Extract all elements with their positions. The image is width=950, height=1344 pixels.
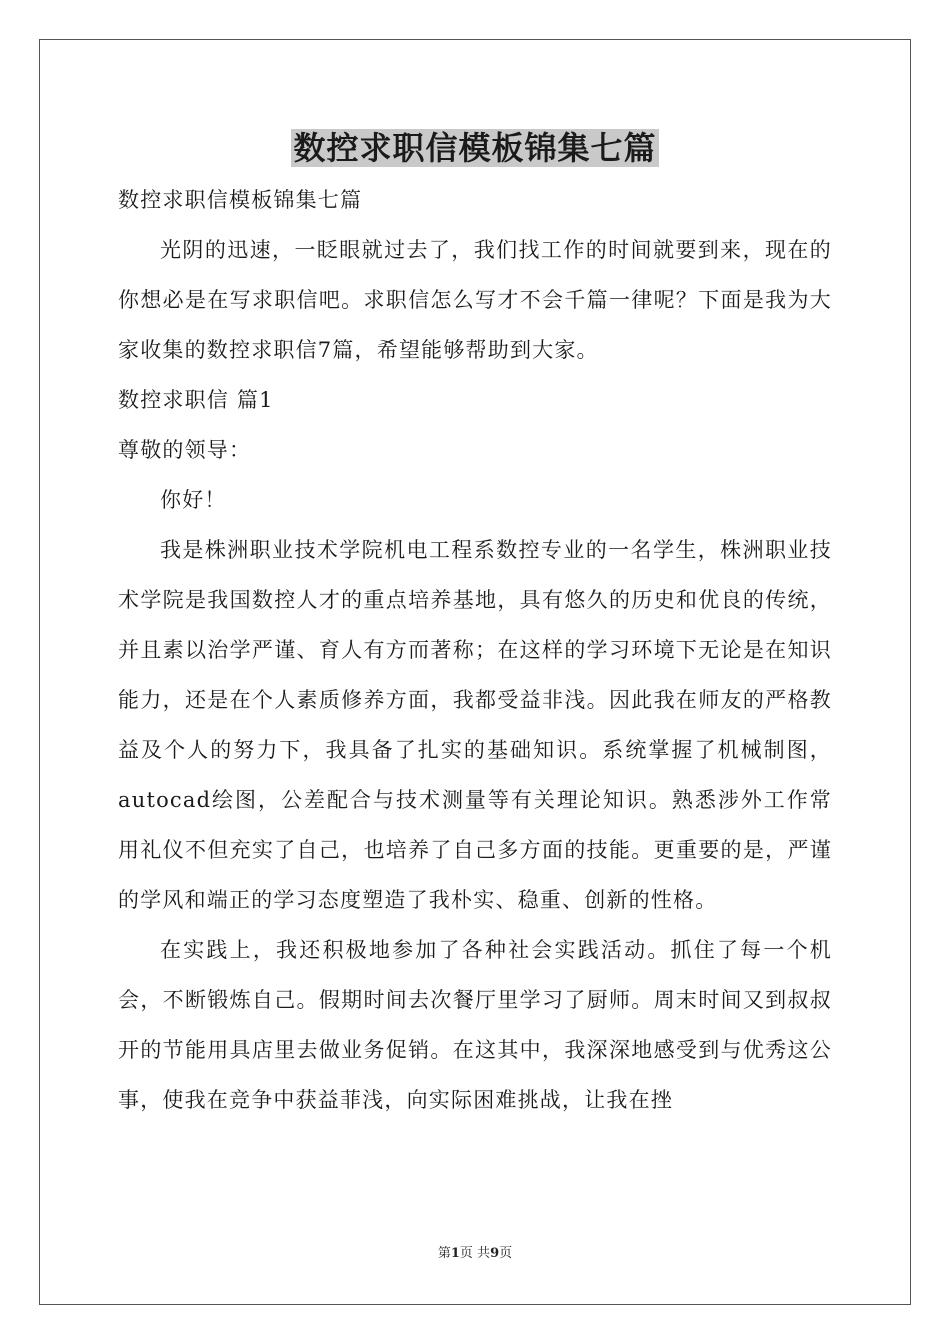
page-suffix: 页 <box>499 1246 513 1261</box>
page-mid-text: 页 共 <box>459 1246 491 1261</box>
page-footer <box>0 1245 950 1263</box>
document-body <box>118 175 832 1125</box>
paragraph: 光阴的迅速，一眨眼就过去了，我们找工作的时间就要到来，现在的你想必是在写求职信吧。求职信怎么写才不会千篇一律呢？下面是我为大家收集的数控求职信7篇，希望能够帮助到大家。 <box>118 238 832 362</box>
paragraph: 尊敬的领导： <box>118 438 252 462</box>
document-title <box>0 126 950 170</box>
current-page-number: 1 <box>450 1246 460 1261</box>
paragraph: 我是株洲职业技术学院机电工程系数控专业的一名学生，株洲职业技术学院是我国数控人才的重点培养基地，具有悠久的历史和优良的传统，并且素以治学严谨、育人有方而著称；在这样的学习环境下无论是在知识能力，还是在个人素质修养方面，我都受益非浅。因此我在师友的严格教益及个人的努力下，我具备了扎实的基础知识。系统掌握了机械制图，autocad绘图，公差配合与技术测量等有关理论知识。熟悉涉外工作常用礼仪不但充实了自己，也培养了自己多方面的技能。更重要的是，严谨的学风和端正的学习态度塑造了我朴实、稳重、创新的性格。 <box>118 538 832 912</box>
total-page-number: 9 <box>490 1246 500 1261</box>
paragraph: 在实践上，我还积极地参加了各种社会实践活动。抓住了每一个机会，不断锻炼自己。假期时间去次餐厅里学习了厨师。周末时间又到叔叔开的节能用具店里去做业务促销。在这其中，我深深地感受到与优秀这公事，使我在竞争中获益菲浅，向实际困难挑战，让我在挫 <box>118 938 832 1112</box>
page-prefix: 第 <box>437 1246 451 1261</box>
document-title-text: 数控求职信模板锦集七篇 <box>293 129 657 167</box>
paragraph: 你好！ <box>160 488 227 512</box>
paragraph: 数控求职信 篇1 <box>118 388 274 412</box>
paragraph: 数控求职信模板锦集七篇 <box>118 188 363 212</box>
